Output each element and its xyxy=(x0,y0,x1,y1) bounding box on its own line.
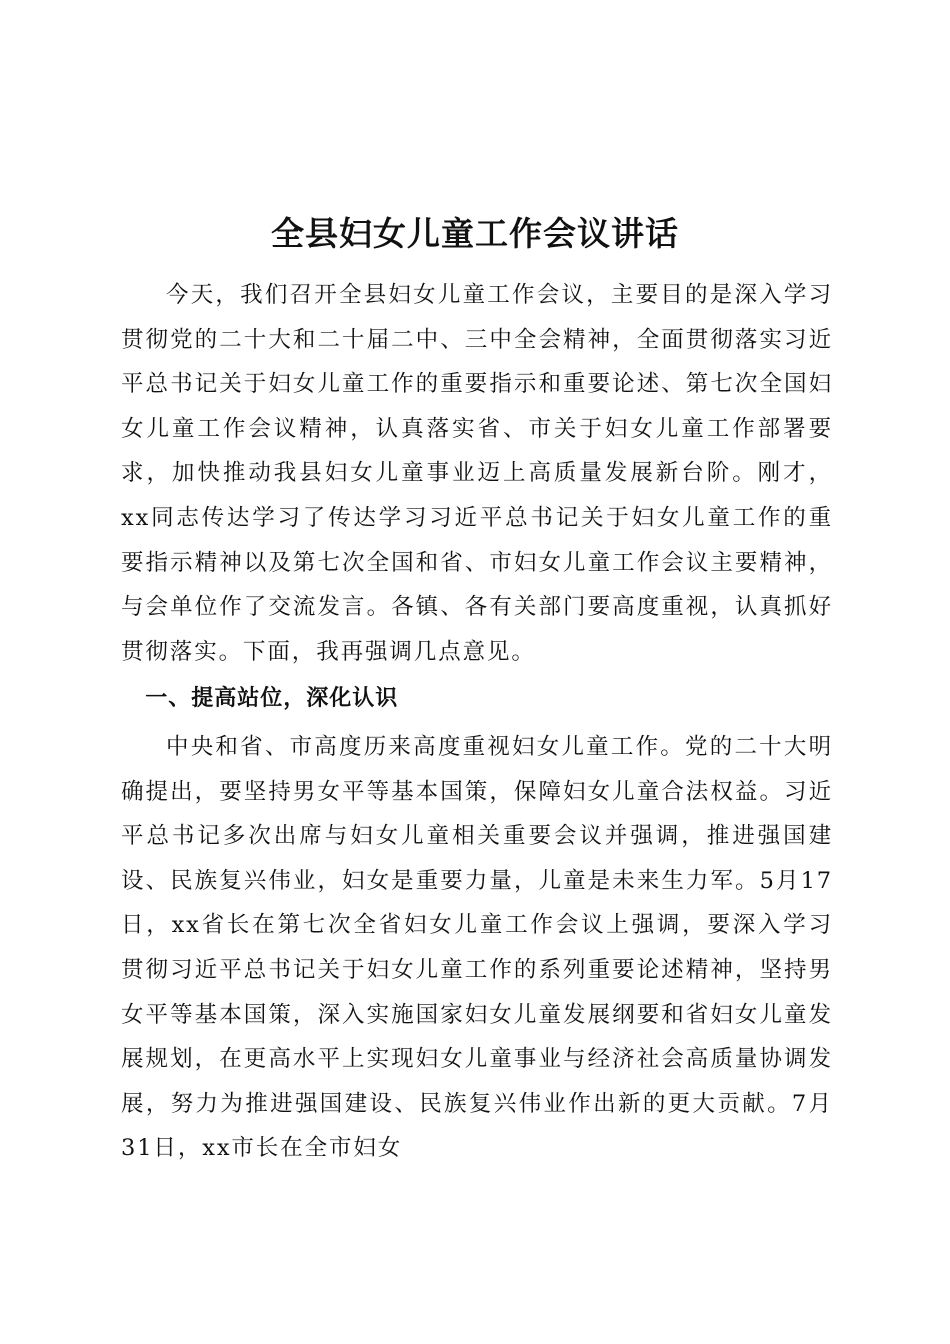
section-paragraph: 中央和省、市高度历来高度重视妇女儿童工作。党的二十大明确提出，要坚持男女平等基本国策，保障妇女儿童合法权益。习近平总书记多次出席与妇女儿童相关重要会议并强调，推进强国建设、民族复兴伟业，妇女是重要力量，儿童是未来生力军。5月17日，xx省长在第七次全省妇女儿童工作会议上强调，要深入学习贯彻习近平总书记关于妇女儿童工作的系列重要论述精神，坚持男女平等基本国策，深入实施国家妇女儿童发展纲要和省妇女儿童发展规划，在更高水平上实现妇女儿童事业与经济社会高质量协调发展，努力为推进强国建设、民族复兴伟业作出新的更大贡献。7月31日，xx市长在全市妇女 xyxy=(121,733,833,1162)
section-heading: 一、提高站位，深化认识 xyxy=(145,686,399,712)
document-body xyxy=(121,273,833,1171)
intro-paragraph: 今天，我们召开全县妇女儿童工作会议，主要目的是深入学习贯彻党的二十大和二十届二中、三中全会精神，全面贯彻落实习近平总书记关于妇女儿童工作的重要指示和重要论述、第七次全国妇女儿童工作会议精神，认真落实省、市关于妇女儿童工作部署要求，加快推动我县妇女儿童事业迈上高质量发展新台阶。刚才，xx同志传达学习了传达学习习近平总书记关于妇女儿童工作的重要指示精神以及第七次全国和省、市妇女儿童工作会议主要精神，与会单位作了交流发言。各镇、各有关部门要高度重视，认真抓好贯彻落实。下面，我再强调几点意见。 xyxy=(121,282,833,665)
document-title: 全县妇女儿童工作会议讲话 xyxy=(271,214,679,253)
